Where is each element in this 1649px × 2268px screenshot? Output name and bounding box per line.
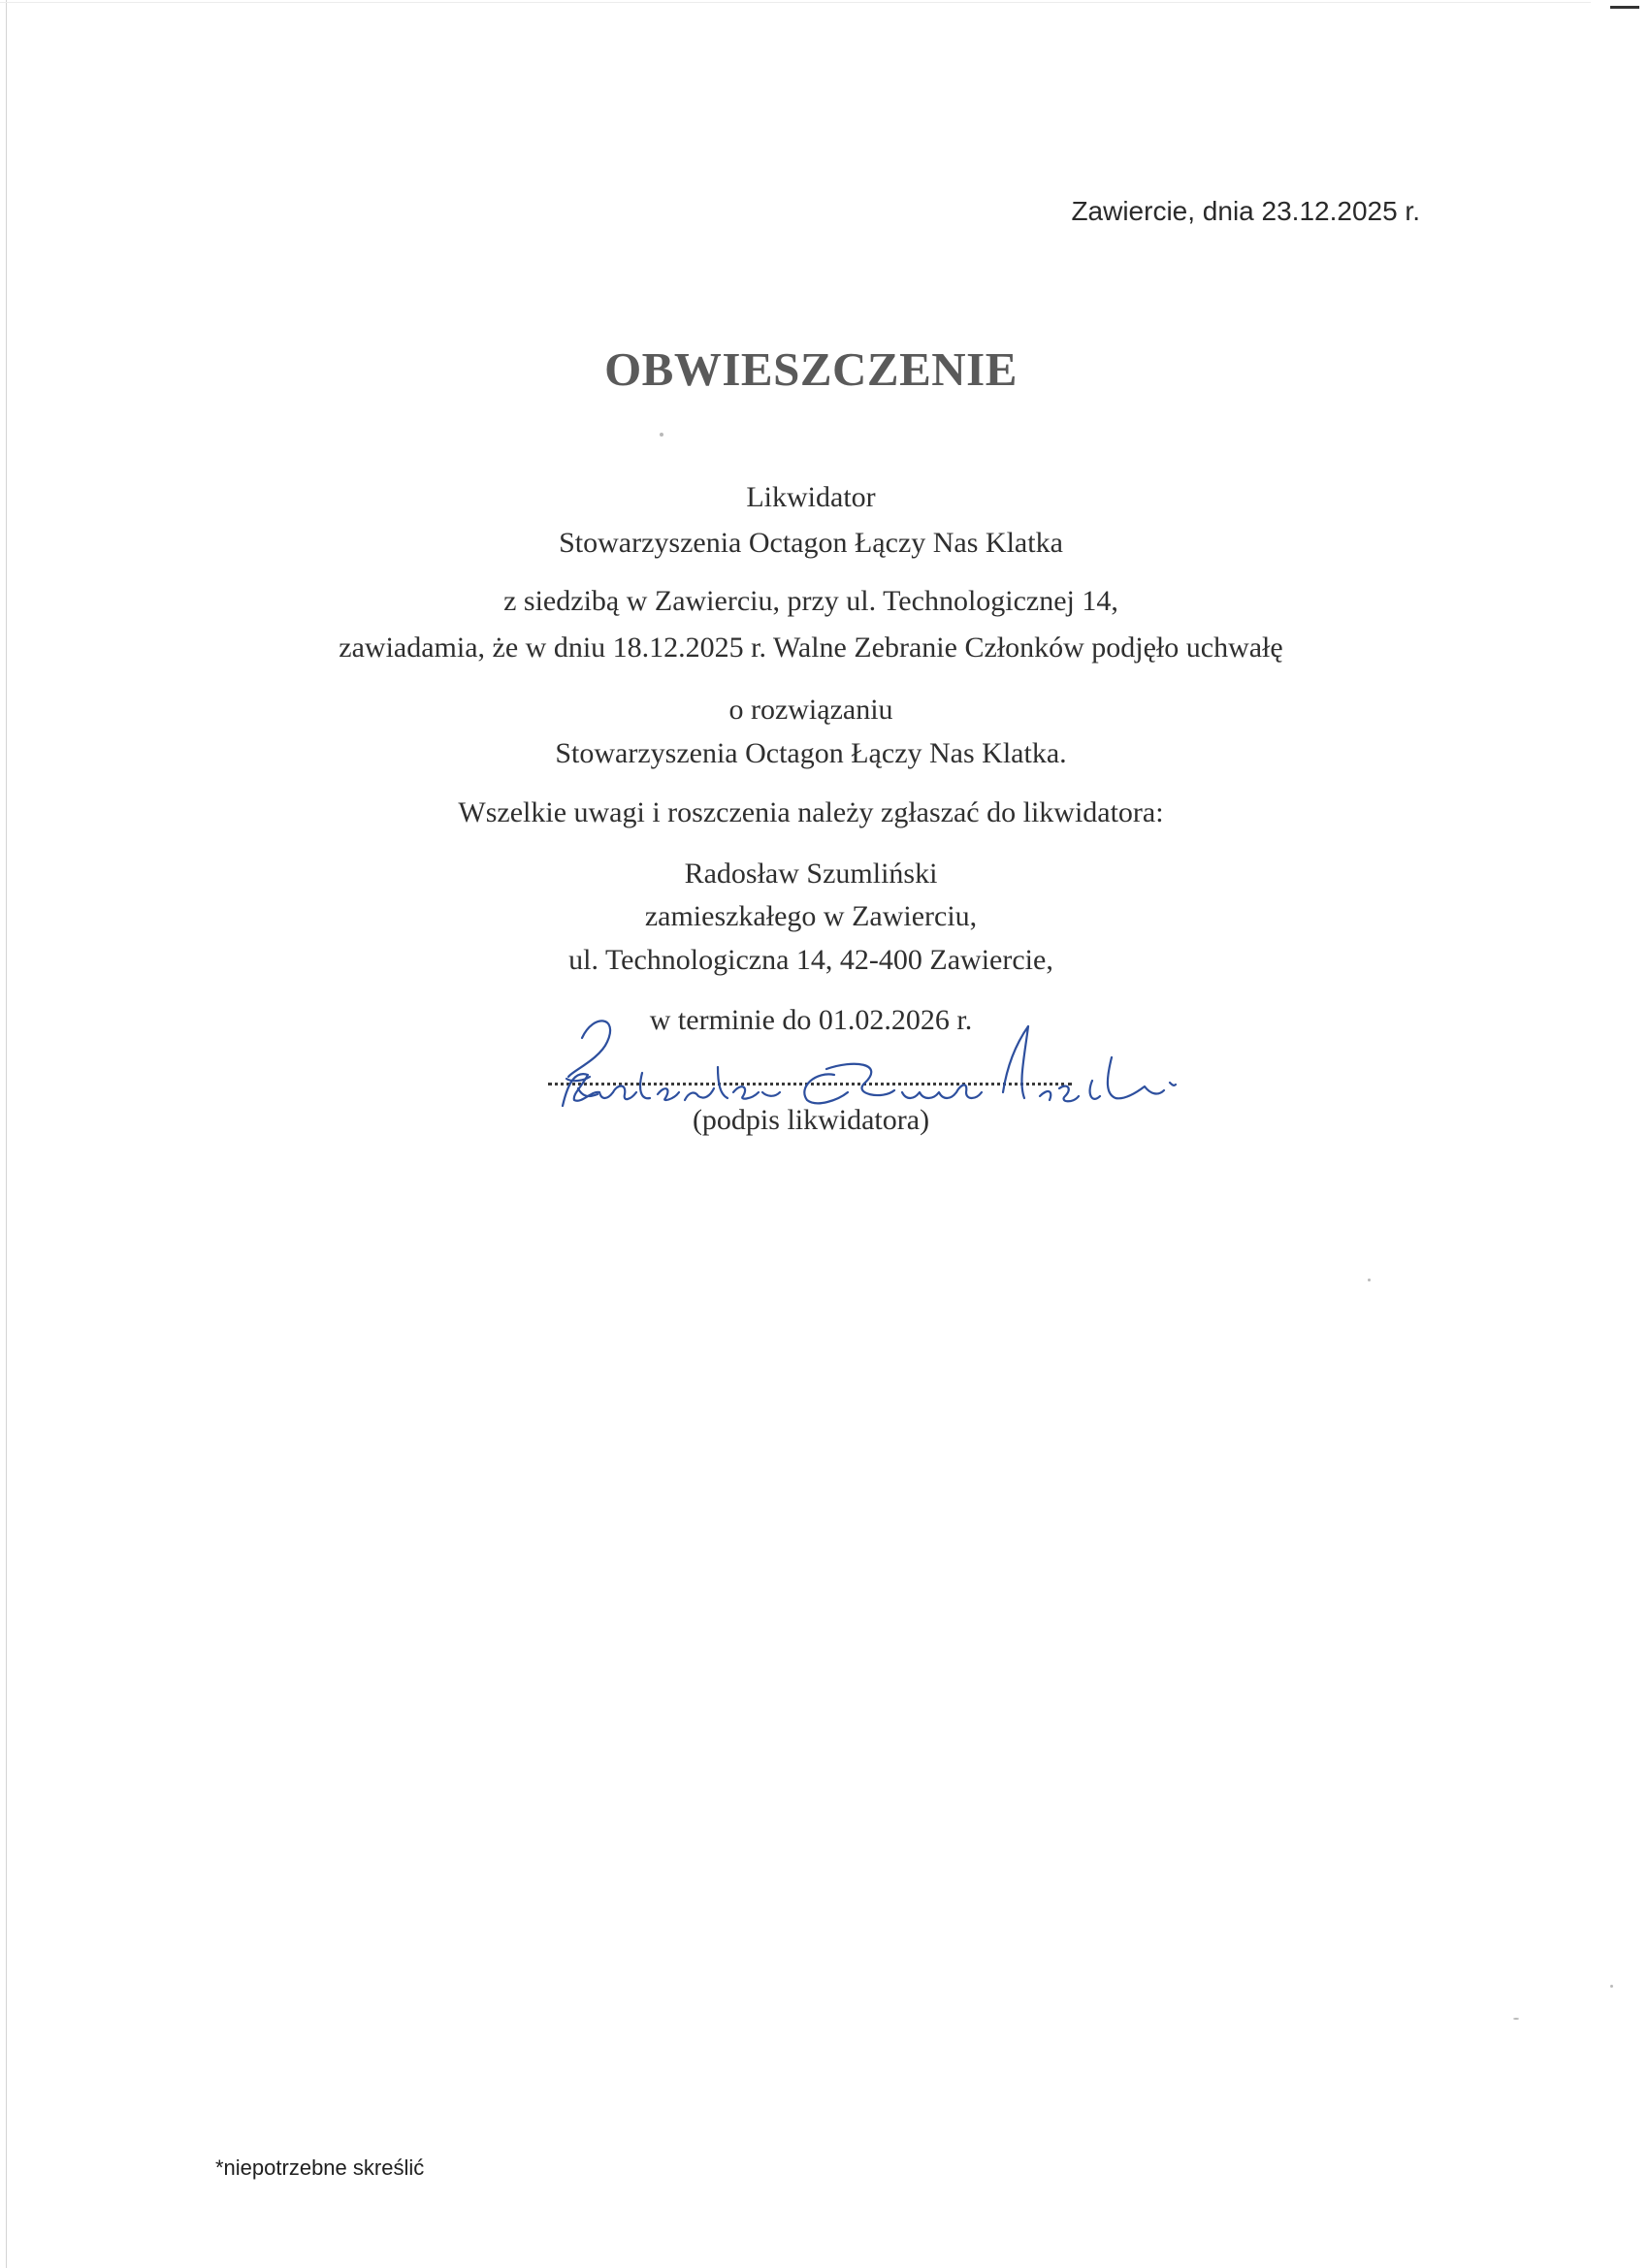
claims-deadline: w terminie do 01.02.2026 r. <box>649 1004 973 1036</box>
scan-speck <box>1610 1985 1613 1988</box>
body-line-liquidator: Likwidator <box>746 481 876 513</box>
body-line-seat-address: z siedzibą w Zawierciu, przy ul. Technologicznej 14, <box>503 585 1118 617</box>
body-line-claims-notice: Wszelkie uwagi i roszczenia należy zgłaszać do likwidatora: <box>458 796 1164 828</box>
body-line-association-name: Stowarzyszenia Octagon Łączy Nas Klatka <box>559 527 1063 559</box>
scan-speck <box>1513 2018 1519 2020</box>
liquidator-address: ul. Technologiczna 14, 42-400 Zawiercie, <box>568 944 1053 976</box>
liquidator-residence: zamieszkałego w Zawierciu, <box>644 900 978 932</box>
scan-speck <box>1368 1279 1371 1281</box>
body-line-resolution-notice: zawiadamia, że w dniu 18.12.2025 r. Walne Zebranie Członków podjęło uchwałę <box>339 632 1283 664</box>
body-line-association-name-2: Stowarzyszenia Octagon Łączy Nas Klatka. <box>555 737 1067 769</box>
scan-speck <box>660 433 663 437</box>
footnote: *niepotrzebne skreślić <box>215 2155 425 2180</box>
body-line-dissolution: o rozwiązaniu <box>728 694 893 726</box>
document-date: Zawiercie, dnia 23.12.2025 r. <box>1071 196 1420 226</box>
scan-edge-top <box>0 2 1591 3</box>
signature-caption: (podpis likwidatora) <box>692 1104 930 1136</box>
scan-mark <box>1610 6 1639 9</box>
document-title: OBWIESZCZENIE <box>604 342 1018 396</box>
liquidator-name: Radosław Szumliński <box>684 858 938 890</box>
